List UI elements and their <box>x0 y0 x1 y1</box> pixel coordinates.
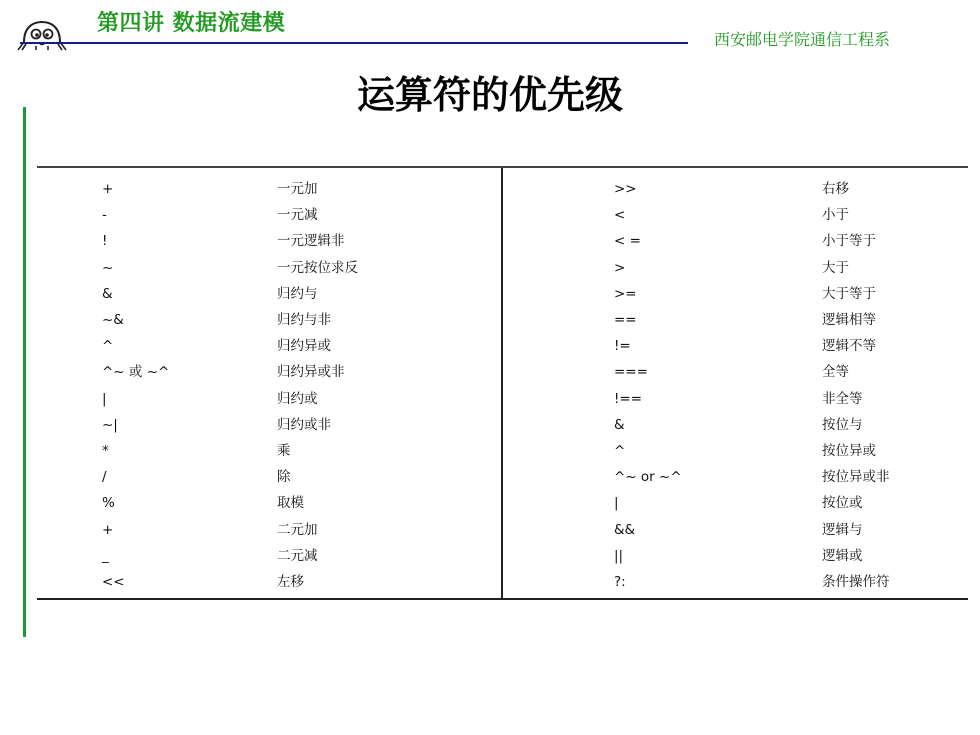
operator-symbol: | <box>614 495 619 512</box>
operator-symbol: ~& <box>102 312 124 328</box>
operator-symbol: * <box>102 443 109 459</box>
operator-description: 取模 <box>277 495 304 512</box>
operator-symbol: ~| <box>102 416 118 433</box>
operator-description: 大于 <box>822 259 849 276</box>
operator-description: 逻辑与 <box>822 521 863 538</box>
operator-description: 一元逻辑非 <box>277 233 345 250</box>
operator-symbol: >= <box>614 285 637 302</box>
operator-symbol: === <box>614 364 648 381</box>
operator-description: 小于等于 <box>822 233 876 250</box>
operator-symbol: ^ <box>614 443 626 459</box>
operator-symbol: + <box>102 181 114 197</box>
operator-symbol: - <box>102 207 107 224</box>
operator-symbol: > <box>614 259 626 276</box>
operator-description: 乘 <box>277 443 291 459</box>
operator-description: 归约与 <box>277 285 318 302</box>
operator-symbol: % <box>102 495 115 512</box>
operator-description: 一元按位求反 <box>277 259 358 276</box>
operator-description: 按位或 <box>822 495 863 512</box>
operator-description: 归约或非 <box>277 416 331 433</box>
operator-symbol: || <box>614 547 624 564</box>
operator-description: 逻辑不等 <box>822 338 876 355</box>
operator-description: 全等 <box>822 364 849 381</box>
left-accent-bar <box>23 107 26 637</box>
operator-description: 一元减 <box>277 207 318 224</box>
operator-symbol: _ <box>102 547 109 564</box>
operator-description: 逻辑或 <box>822 547 863 564</box>
operator-description: 按位异或非 <box>822 469 890 486</box>
table-column-divider <box>501 168 503 598</box>
slide-title: 运算符的优先级 <box>356 72 623 117</box>
operator-symbol: ~ <box>102 259 114 276</box>
operator-symbol: && <box>614 521 636 538</box>
operator-description: 归约或 <box>277 390 318 407</box>
operator-description: 条件操作符 <box>822 574 890 590</box>
operator-symbol: << <box>102 574 125 590</box>
operator-symbol: & <box>614 416 625 433</box>
operator-description: 除 <box>277 469 291 486</box>
operator-symbol: & <box>102 285 113 302</box>
operator-symbol: / <box>102 469 107 486</box>
operator-description: 按位与 <box>822 416 863 433</box>
operator-description: 归约异或非 <box>277 364 345 381</box>
operator-description: 非全等 <box>822 390 863 407</box>
operator-symbol: ^ <box>102 338 114 355</box>
table-bottom-rule <box>37 598 968 600</box>
operator-description: 一元加 <box>277 181 318 197</box>
operator-description: 小于 <box>822 207 849 224</box>
operator-description: 逻辑相等 <box>822 312 876 328</box>
operator-description: 左移 <box>277 574 304 590</box>
operator-symbol: ^~ or ~^ <box>614 469 682 486</box>
operator-description: 按位异或 <box>822 443 876 459</box>
operator-description: 二元加 <box>277 521 318 538</box>
operator-description: 大于等于 <box>822 285 876 302</box>
operator-description: 右移 <box>822 181 849 197</box>
operator-symbol: + <box>102 521 114 538</box>
operator-symbol: ^~ 或 ~^ <box>102 364 170 381</box>
operator-symbol: !== <box>614 390 643 407</box>
operator-description: 归约与非 <box>277 312 331 328</box>
operator-symbol: ?: <box>614 574 626 590</box>
operator-symbol: ! <box>102 233 108 250</box>
operator-symbol: < = <box>614 233 641 250</box>
operator-description: 二元减 <box>277 547 318 564</box>
mascot-logo-icon <box>10 16 74 54</box>
header-rule <box>20 42 688 44</box>
operator-symbol: < <box>614 207 626 224</box>
operator-symbol: != <box>614 338 631 355</box>
operator-symbol: == <box>614 312 637 328</box>
lecture-title: 第四讲 数据流建模 <box>97 11 286 36</box>
organization-name: 西安邮电学院通信工程系 <box>714 30 891 49</box>
operator-description: 归约异或 <box>277 338 331 355</box>
operator-symbol: >> <box>614 181 637 197</box>
operator-symbol: | <box>102 390 107 407</box>
